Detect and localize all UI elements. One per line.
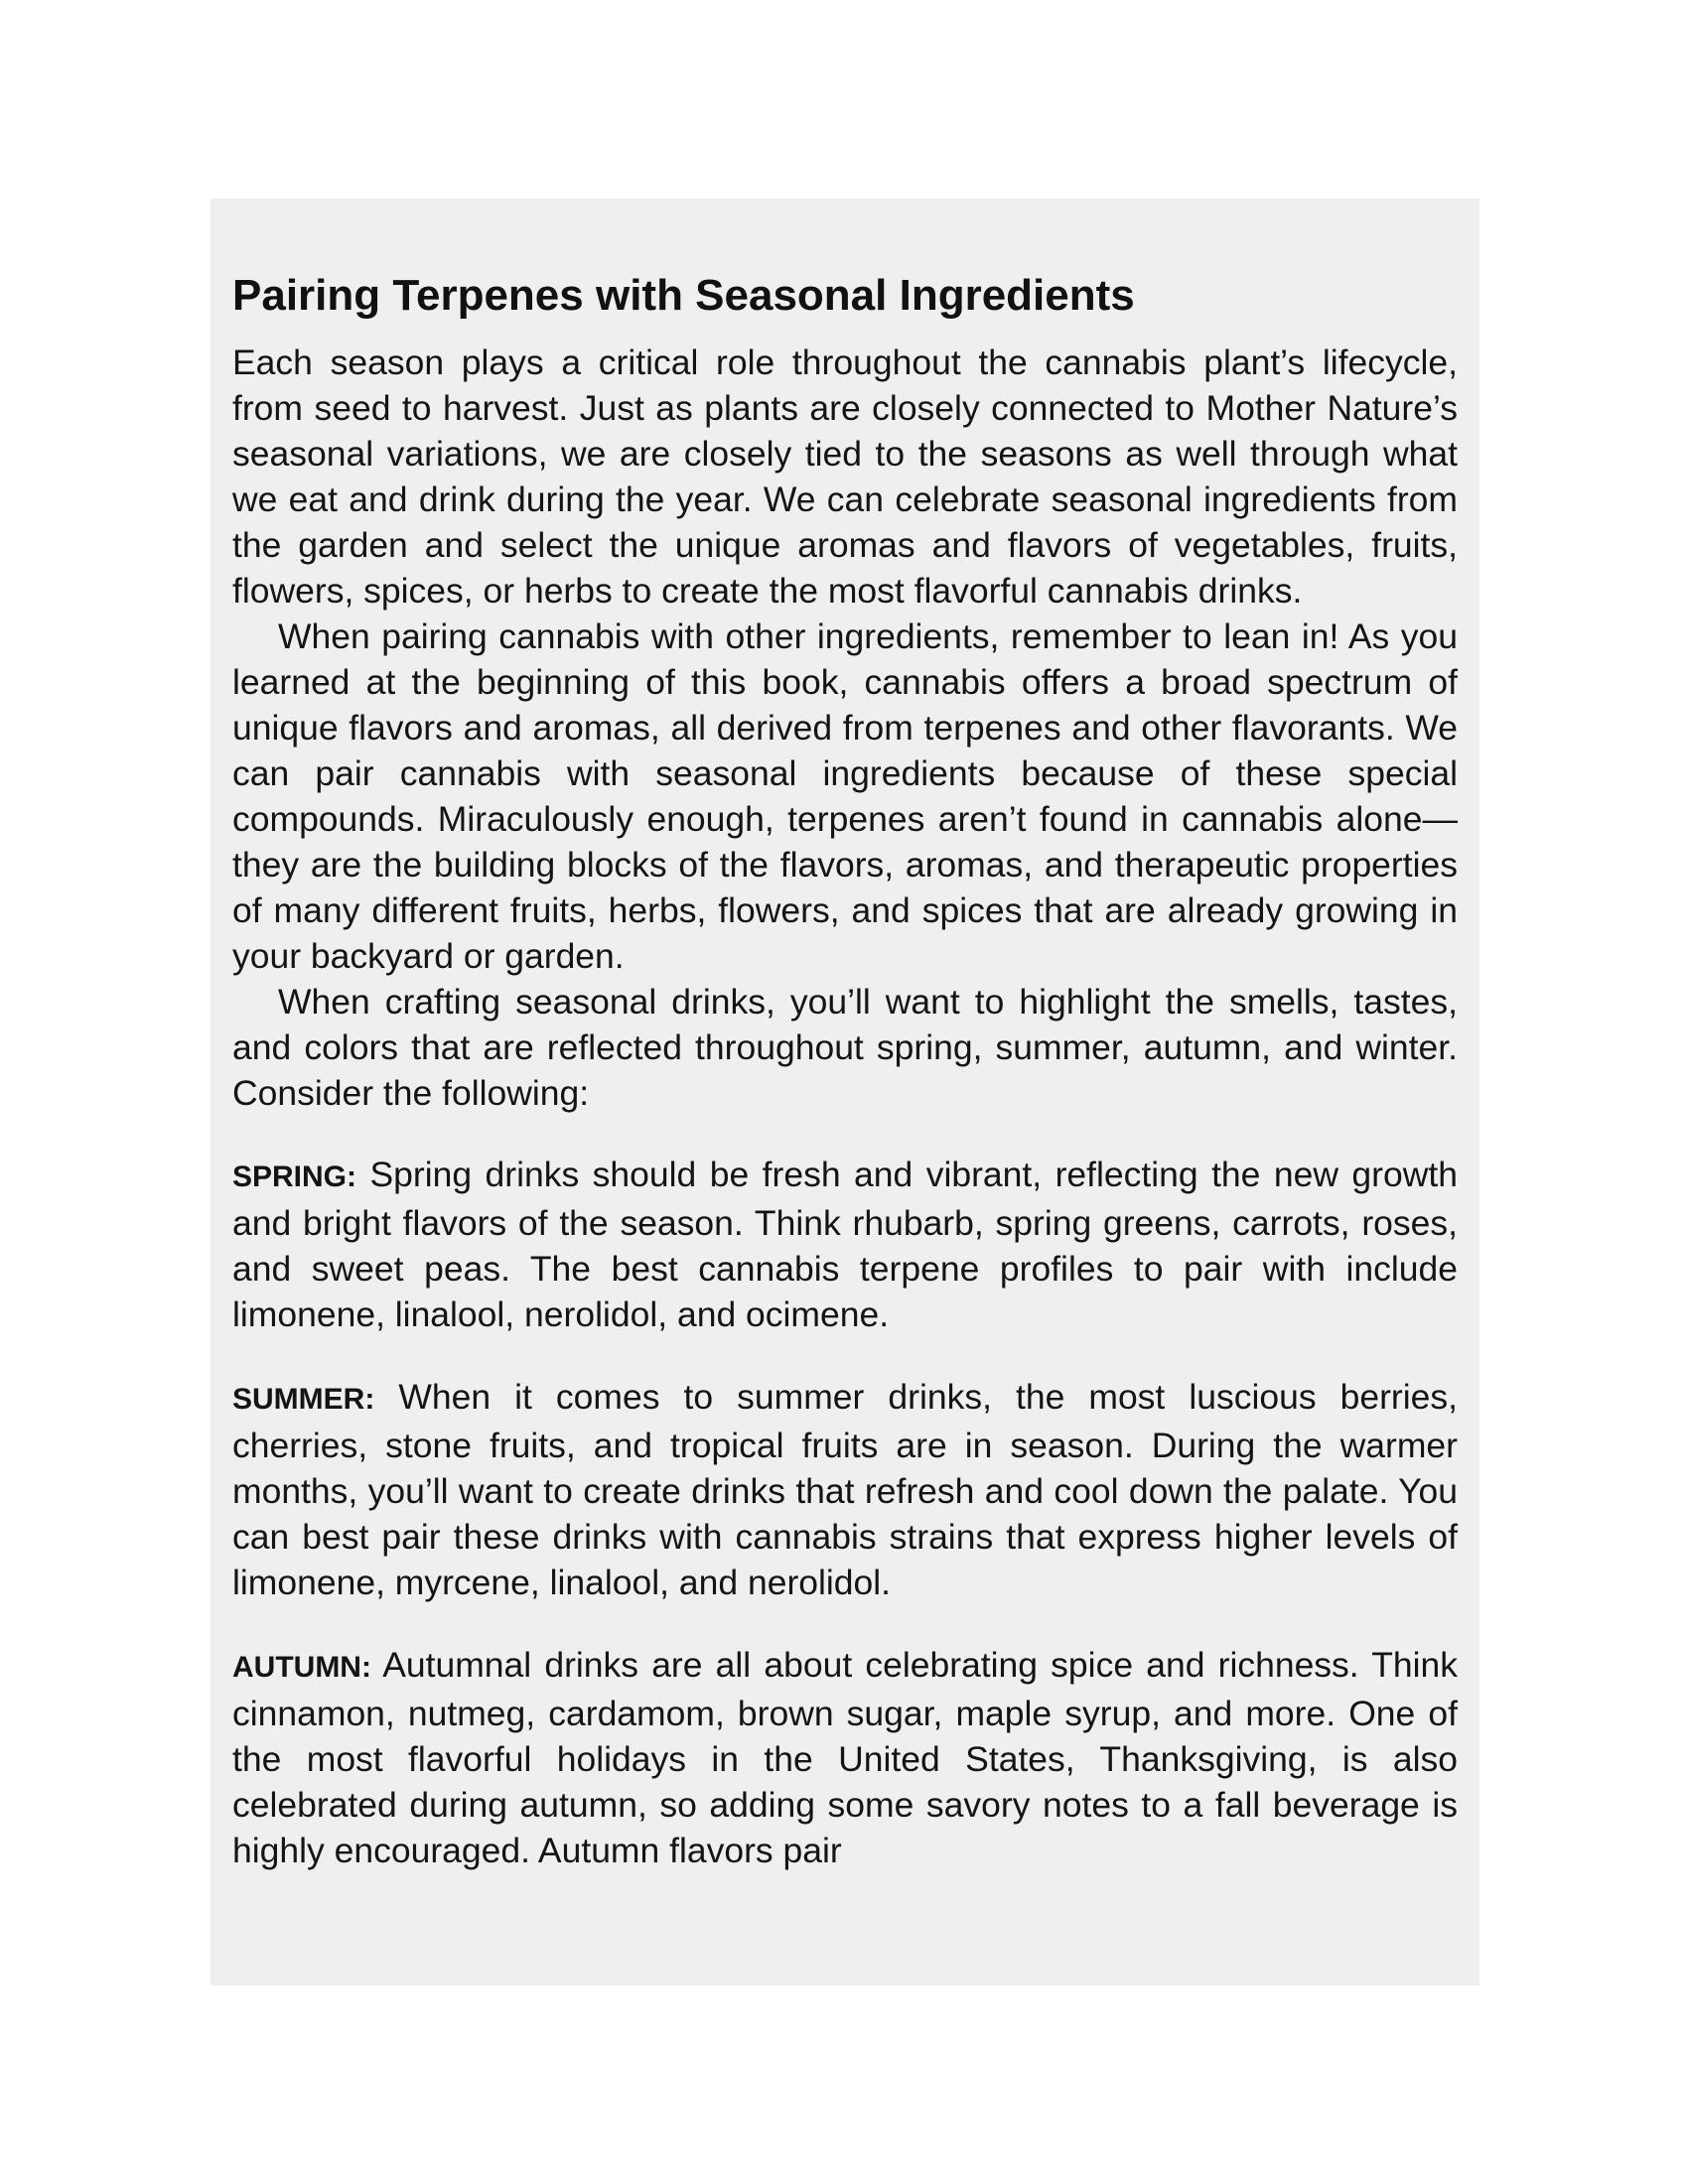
season-text-spring: Spring drinks should be fresh and vibrant, reflecting the new growth and bright flavors of the season. Think rhubarb, spring greens, carrots, roses, and sweet peas. The best cannabis terpene profiles to pair with include limonene, linalool, nerolidol, and ocimene. <box>232 1155 1458 1334</box>
sidebar-title: Pairing Terpenes with Seasonal Ingredients <box>232 271 1135 320</box>
season-label-summer: SUMMER: <box>232 1383 375 1416</box>
season-text-summer: When it comes to summer drinks, the most luscious berries, cherries, stone fruits, and tropical fruits are in season. During the warmer months, you’ll want to create drinks that refresh and cool down the palate. You can best pair these drinks with cannabis strains that express higher levels of limonene, myrcene, linalool, and nerolidol. <box>232 1377 1458 1602</box>
season-entry-autumn <box>232 1642 1458 1873</box>
season-entry-summer <box>232 1374 1458 1605</box>
season-label-spring: SPRING: <box>232 1160 357 1193</box>
pairing-paragraph: When pairing cannabis with other ingredients, remember to lean in! As you learned at the beginning of this book, cannabis offers a broad spectrum of unique flavors and aromas, all derived from terpenes and other flavorants. We can pair cannabis with seasonal ingredients because of these special compounds. Miraculously enough, terpenes aren’t found in cannabis alone—they are the building blocks of the flavors, aromas, and therapeutic properties of many different fruits, herbs, flowers, and spices that are already growing in your backyard or garden. <box>232 616 1458 976</box>
intro-paragraph: Each season plays a critical role throughout the cannabis plant’s lifecycle, from seed to harvest. Just as plants are closely connected to Mother Nature’s seasonal variations, we are closely tied to the seasons as well through what we eat and drink during the year. We can celebrate seasonal ingredients from the garden and select the unique aromas and flavors of vegetables, fruits, flowers, spices, or herbs to create the most flavorful cannabis drinks. <box>232 342 1458 611</box>
crafting-paragraph: When crafting seasonal drinks, you’ll want to highlight the smells, tastes, and colors that are reflected throughout spring, summer, autumn, and winter. Consider the following: <box>232 982 1458 1113</box>
season-label-autumn: AUTUMN: <box>232 1651 371 1684</box>
sidebar-box <box>211 199 1479 1985</box>
season-entry-spring <box>232 1152 1458 1337</box>
season-text-autumn: Autumnal drinks are all about celebrating spice and richness. Think cinnamon, nutmeg, cardamom, brown sugar, maple syrup, and more. One of the most flavorful holidays in the United States, Thanksgiving, is also celebrated during autumn, so adding some savory notes to a fall beverage is highly encouraged. Autumn flavors pair <box>232 1645 1459 1870</box>
